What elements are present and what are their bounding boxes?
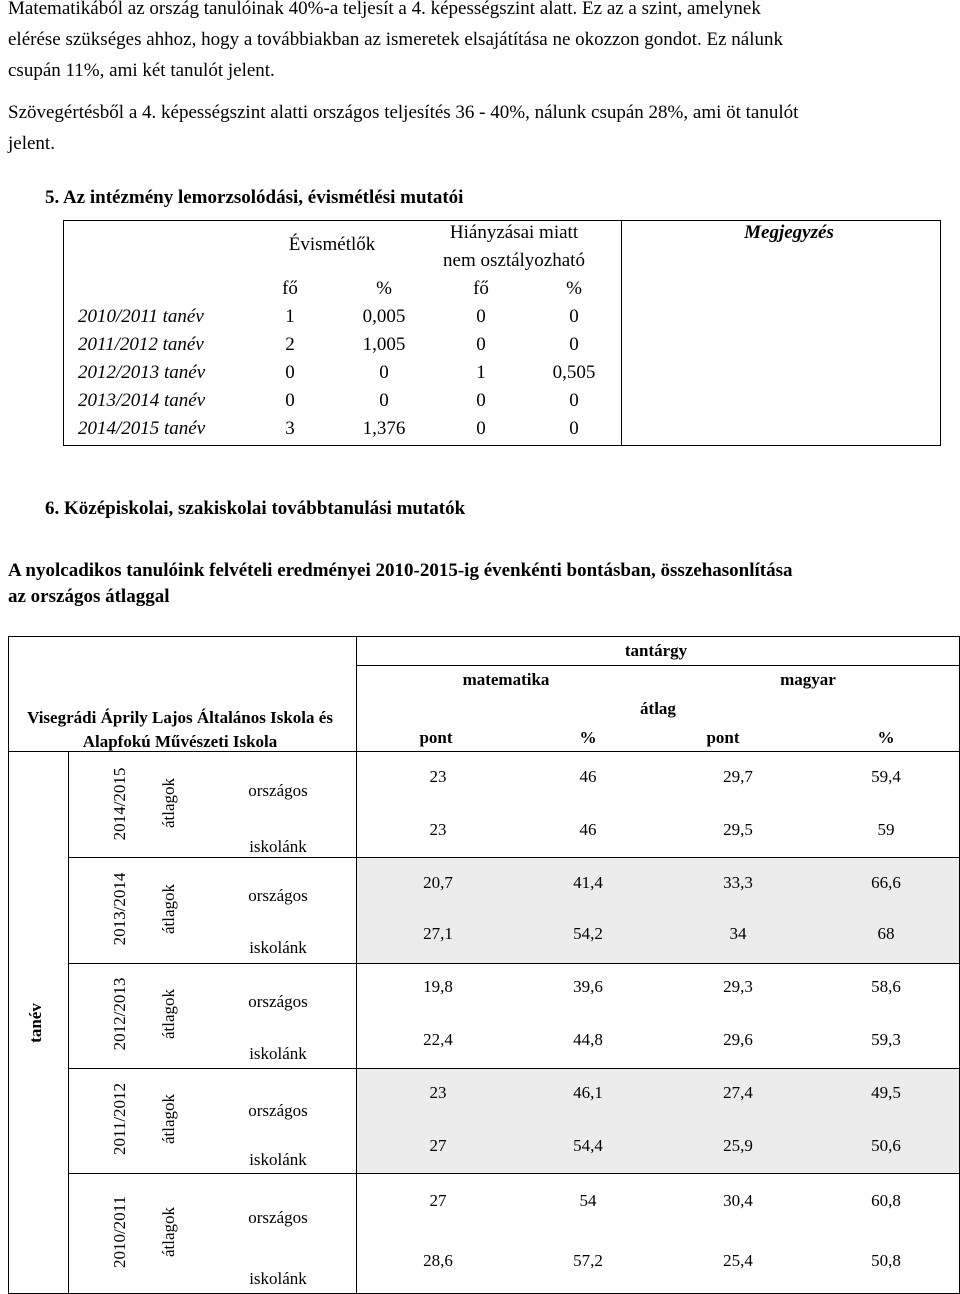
cell: 34 [729,924,747,943]
cell: 57,2 [573,1251,603,1270]
cell: 28,6 [423,1251,453,1270]
cell: 29,6 [723,1030,753,1049]
row-label: iskolánk [249,938,307,957]
cell: 29,5 [723,820,753,839]
header-repeaters: Évismétlők [288,234,376,255]
grid-line [8,636,960,637]
cell: 41,4 [573,873,603,892]
subheader: fő [473,278,489,299]
header-hungarian: magyar [780,670,836,689]
cell: 27,1 [423,924,453,943]
table-divider [621,221,622,445]
row-label: országos [248,781,308,800]
col-header: pont [419,728,453,747]
cell: 59,3 [871,1030,901,1049]
cell: 0 [569,334,579,355]
cell: 50,8 [871,1251,901,1270]
intro-line: elérése szükséges ahhoz, hogy a továbbiakban az ismeretek elsajátítása ne okozzon gondot. Ez nálunk [8,29,784,50]
section-6-title: 6. Középiskolai, szakiskolai továbbtanulási mutatók [45,498,466,519]
intro-line: Szövegértésből a 4. képességszint alatti országos teljesítés 36 - 40%, nálunk csupán 28%, ami öt tanulót [8,102,799,123]
row-label: iskolánk [249,1150,307,1169]
side-label: tanév [26,1003,45,1043]
year-label: 2011/2012 [110,1082,129,1156]
avg-label: átlagok [159,1206,178,1258]
avg-label: átlagok [159,988,178,1040]
cell: 0 [569,390,579,411]
row-label: országos [248,886,308,905]
cell: 50,6 [871,1136,901,1155]
year-label: 2013/2014 [110,872,129,946]
row-label: országos [248,1208,308,1227]
cell: 0 [476,306,486,327]
cell: 3 [285,418,295,439]
cell: 0 [379,390,389,411]
cell: 46,1 [573,1083,603,1102]
cell: 54,2 [573,924,603,943]
cell: 29,7 [723,767,753,786]
cell: 27 [429,1136,447,1155]
avg-label: átlagok [159,777,178,829]
school-name: Alapfokú Művészeti Iskola [82,732,278,751]
avg-label: átlagok [159,883,178,935]
cell: 27,4 [723,1083,753,1102]
cell: 20,7 [423,873,453,892]
cell: 0 [476,334,486,355]
cell: 1 [476,362,486,383]
cell: 0 [476,418,486,439]
grid-line [8,636,9,1294]
row-label: iskolánk [249,837,307,856]
cell: 58,6 [871,977,901,996]
row-label: országos [248,992,308,1011]
row-label: országos [248,1101,308,1120]
cell: 33,3 [723,873,753,892]
row-year: 2013/2014 tanév [78,390,206,411]
grid-line [68,751,69,1294]
cell: 22,4 [423,1030,453,1049]
school-name: Visegrádi Áprily Lajos Általános Iskola és [27,708,333,727]
cell: 68 [877,924,895,943]
section-5-title: 5. Az intézmény lemorzsolódási, évismétlési mutatói [45,187,464,208]
section-6-subtitle: A nyolcadikos tanulóink felvételi eredményei 2010-2015-ig évenkénti bontásban, összehasonlítása [8,560,793,581]
year-label: 2014/2015 [110,767,129,841]
cell: 54 [579,1191,597,1210]
subheader: % [376,278,392,299]
repetition-table [63,220,941,446]
cell: 1,376 [362,418,406,439]
cell: 59,4 [871,767,901,786]
cell: 0 [476,390,486,411]
cell: 66,6 [871,873,901,892]
year-label: 2012/2013 [110,977,129,1051]
intro-line: csupán 11%, ami két tanulót jelent. [8,60,275,81]
col-header: pont [706,728,740,747]
row-year: 2011/2012 tanév [78,334,204,355]
grid-line [68,857,960,858]
grid-line [68,1068,960,1069]
grid-line [68,1173,960,1174]
cell: 0,005 [362,306,406,327]
col-header: % [579,728,597,747]
cell: 0 [569,306,579,327]
year-label: 2010/2011 [110,1195,129,1269]
cell: 0 [285,362,295,383]
row-year: 2010/2011 tanév [78,306,204,327]
section-6-subtitle: az országos átlaggal [8,586,170,607]
grid-line [356,636,357,1294]
admission-results-table [8,636,960,1294]
header-average: átlag [640,699,676,718]
cell: 1,005 [362,334,406,355]
row-label: iskolánk [249,1044,307,1063]
cell: 0 [569,418,579,439]
col-header: % [877,728,895,747]
cell: 0,505 [552,362,596,383]
cell: 2 [285,334,295,355]
subheader: fő [282,278,298,299]
cell: 60,8 [871,1191,901,1210]
cell: 0 [379,362,389,383]
header-math: matematika [462,670,550,689]
cell: 25,4 [723,1251,753,1270]
intro-line: Matematikából az ország tanulóinak 40%-a teljesít a 4. képességszint alatt. Ez az a szint, amelynek [8,0,761,19]
cell: 23 [429,767,447,786]
cell: 23 [429,820,447,839]
grid-line [356,665,960,666]
cell: 46 [579,767,597,786]
cell: 25,9 [723,1136,753,1155]
cell: 27 [429,1191,447,1210]
row-year: 2014/2015 tanév [78,418,206,439]
cell: 19,8 [423,977,453,996]
subheader: % [566,278,582,299]
row-year: 2012/2013 tanév [78,362,206,383]
cell: 46 [579,820,597,839]
cell: 59 [877,820,895,839]
cell: 1 [285,306,295,327]
cell: 30,4 [723,1191,753,1210]
cell: 39,6 [573,977,603,996]
header-absence-2: nem osztályozható [443,250,585,271]
header-subject: tantárgy [624,641,688,660]
cell: 29,3 [723,977,753,996]
cell: 0 [285,390,295,411]
cell: 23 [429,1083,447,1102]
grid-line [68,963,960,964]
cell: 54,4 [573,1136,603,1155]
header-absence-1: Hiányzásai miatt [449,222,579,243]
avg-label: átlagok [159,1093,178,1145]
row-label: iskolánk [249,1269,307,1288]
header-note: Megjegyzés [744,222,834,243]
cell: 44,8 [573,1030,603,1049]
intro-line: jelent. [8,133,55,154]
cell: 49,5 [871,1083,901,1102]
